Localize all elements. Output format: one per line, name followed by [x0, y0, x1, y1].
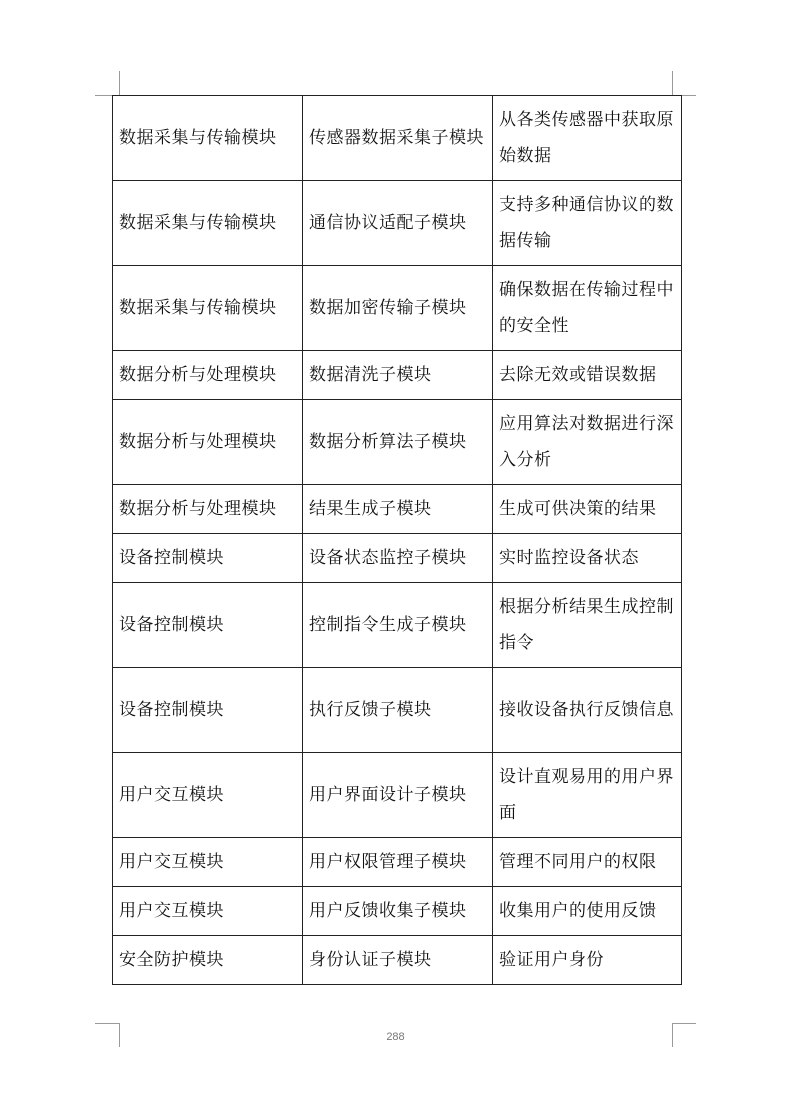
submodule-cell: 设备状态监控子模块	[303, 534, 493, 583]
module-cell: 安全防护模块	[113, 936, 303, 985]
table-row	[113, 400, 682, 485]
module-cell: 数据分析与处理模块	[113, 485, 303, 534]
function-cell: 确保数据在传输过程中的安全性	[493, 266, 682, 351]
table-row	[113, 583, 682, 668]
module-cell: 设备控制模块	[113, 668, 303, 753]
function-cell: 应用算法对数据进行深入分析	[493, 400, 682, 485]
submodule-cell: 身份认证子模块	[303, 936, 493, 985]
table-row	[113, 485, 682, 534]
submodule-cell: 用户权限管理子模块	[303, 838, 493, 887]
function-cell: 去除无效或错误数据	[493, 351, 682, 400]
function-cell: 实时监控设备状态	[493, 534, 682, 583]
crop-mark-top-left-v	[119, 71, 120, 95]
table-row	[113, 887, 682, 936]
crop-mark-top-right-v	[672, 71, 673, 95]
table-row	[113, 936, 682, 985]
module-cell: 数据分析与处理模块	[113, 400, 303, 485]
function-cell: 收集用户的使用反馈	[493, 887, 682, 936]
submodule-cell: 数据分析算法子模块	[303, 400, 493, 485]
module-cell: 用户交互模块	[113, 887, 303, 936]
submodule-cell: 控制指令生成子模块	[303, 583, 493, 668]
module-table	[112, 95, 682, 985]
module-cell: 数据采集与传输模块	[113, 181, 303, 266]
table-row	[113, 181, 682, 266]
crop-mark-bottom-right-h	[672, 1023, 696, 1024]
function-cell: 从各类传感器中获取原始数据	[493, 96, 682, 181]
function-cell: 管理不同用户的权限	[493, 838, 682, 887]
function-cell: 支持多种通信协议的数据传输	[493, 181, 682, 266]
module-cell: 数据分析与处理模块	[113, 351, 303, 400]
submodule-cell: 数据加密传输子模块	[303, 266, 493, 351]
function-cell: 设计直观易用的用户界面	[493, 753, 682, 838]
function-cell: 根据分析结果生成控制指令	[493, 583, 682, 668]
table-row	[113, 96, 682, 181]
crop-mark-bottom-left-h	[95, 1023, 119, 1024]
submodule-cell: 传感器数据采集子模块	[303, 96, 493, 181]
table-row	[113, 838, 682, 887]
table-row	[113, 668, 682, 753]
function-cell: 接收设备执行反馈信息	[493, 668, 682, 753]
module-cell: 用户交互模块	[113, 753, 303, 838]
submodule-cell: 数据清洗子模块	[303, 351, 493, 400]
module-cell: 数据采集与传输模块	[113, 266, 303, 351]
module-cell: 数据采集与传输模块	[113, 96, 303, 181]
module-cell: 设备控制模块	[113, 534, 303, 583]
function-cell: 验证用户身份	[493, 936, 682, 985]
table-row	[113, 351, 682, 400]
submodule-cell: 结果生成子模块	[303, 485, 493, 534]
submodule-cell: 通信协议适配子模块	[303, 181, 493, 266]
table-row	[113, 266, 682, 351]
page-number: 288	[386, 1031, 405, 1043]
function-cell: 生成可供决策的结果	[493, 485, 682, 534]
submodule-cell: 用户界面设计子模块	[303, 753, 493, 838]
submodule-cell: 执行反馈子模块	[303, 668, 493, 753]
module-cell: 设备控制模块	[113, 583, 303, 668]
module-cell: 用户交互模块	[113, 838, 303, 887]
table-row	[113, 534, 682, 583]
submodule-cell: 用户反馈收集子模块	[303, 887, 493, 936]
table-row	[113, 753, 682, 838]
